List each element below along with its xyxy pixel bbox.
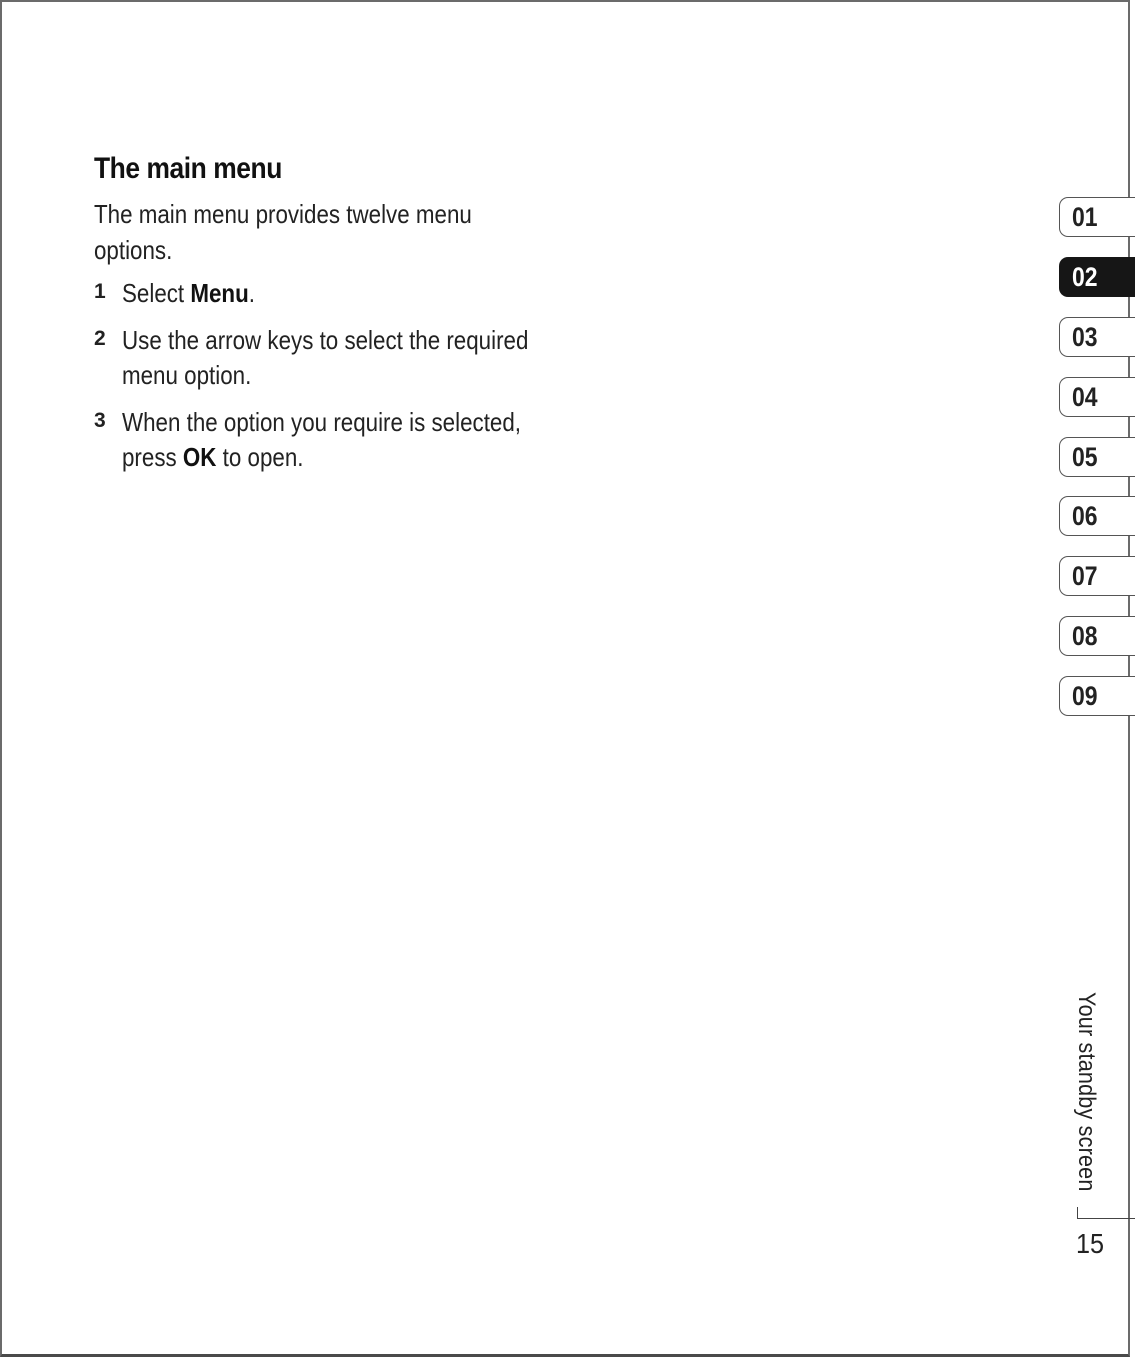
steps-list bbox=[94, 276, 534, 475]
step-text-after: to open. bbox=[216, 442, 304, 472]
section-label: Your standby screen bbox=[1073, 992, 1100, 1192]
step-text-before: When the option you require is selected, press bbox=[122, 407, 521, 472]
chapter-tab-label: 02 bbox=[1072, 262, 1098, 292]
chapter-tab-label: 03 bbox=[1072, 322, 1098, 352]
chapter-tab-01[interactable] bbox=[1059, 197, 1135, 237]
chapter-tab-label: 04 bbox=[1072, 382, 1098, 412]
page-title: The main menu bbox=[94, 152, 282, 185]
chapter-tab-02[interactable] bbox=[1059, 257, 1135, 297]
step-text bbox=[122, 323, 535, 393]
step-number: 1 bbox=[94, 280, 106, 303]
chapter-tab-label: 01 bbox=[1072, 202, 1098, 232]
chapter-tab-06[interactable] bbox=[1059, 496, 1135, 536]
page-divider bbox=[1077, 1218, 1135, 1219]
step-item bbox=[94, 405, 534, 475]
step-text bbox=[122, 276, 535, 311]
chapter-tab-label: 06 bbox=[1072, 501, 1098, 531]
chapter-tab-03[interactable] bbox=[1059, 317, 1135, 357]
chapter-tab-label: 08 bbox=[1072, 621, 1098, 651]
step-item bbox=[94, 276, 534, 311]
chapter-tab-09[interactable] bbox=[1059, 676, 1135, 716]
chapter-tab-07[interactable] bbox=[1059, 556, 1135, 596]
chapter-tab-04[interactable] bbox=[1059, 377, 1135, 417]
chapter-tab-label: 07 bbox=[1072, 561, 1098, 591]
chapter-tab-label: 09 bbox=[1072, 681, 1098, 711]
intro-paragraph: The main menu provides twelve menu options. bbox=[94, 199, 472, 265]
chapter-tab-05[interactable] bbox=[1059, 437, 1135, 477]
main-content bbox=[94, 152, 534, 487]
chapter-tab-08[interactable] bbox=[1059, 616, 1135, 656]
step-keyword: OK bbox=[182, 442, 217, 472]
page-number: 15 bbox=[1076, 1228, 1105, 1259]
step-text-after: . bbox=[248, 278, 255, 308]
step-number: 3 bbox=[94, 409, 106, 432]
step-text bbox=[122, 405, 535, 475]
step-text-before: Use the arrow keys to select the required menu option. bbox=[122, 325, 529, 390]
chapter-tab-label: 05 bbox=[1072, 442, 1098, 472]
step-item bbox=[94, 323, 534, 393]
step-number: 2 bbox=[94, 327, 106, 350]
step-keyword: Menu bbox=[190, 278, 249, 308]
step-text-before: Select bbox=[122, 278, 191, 308]
